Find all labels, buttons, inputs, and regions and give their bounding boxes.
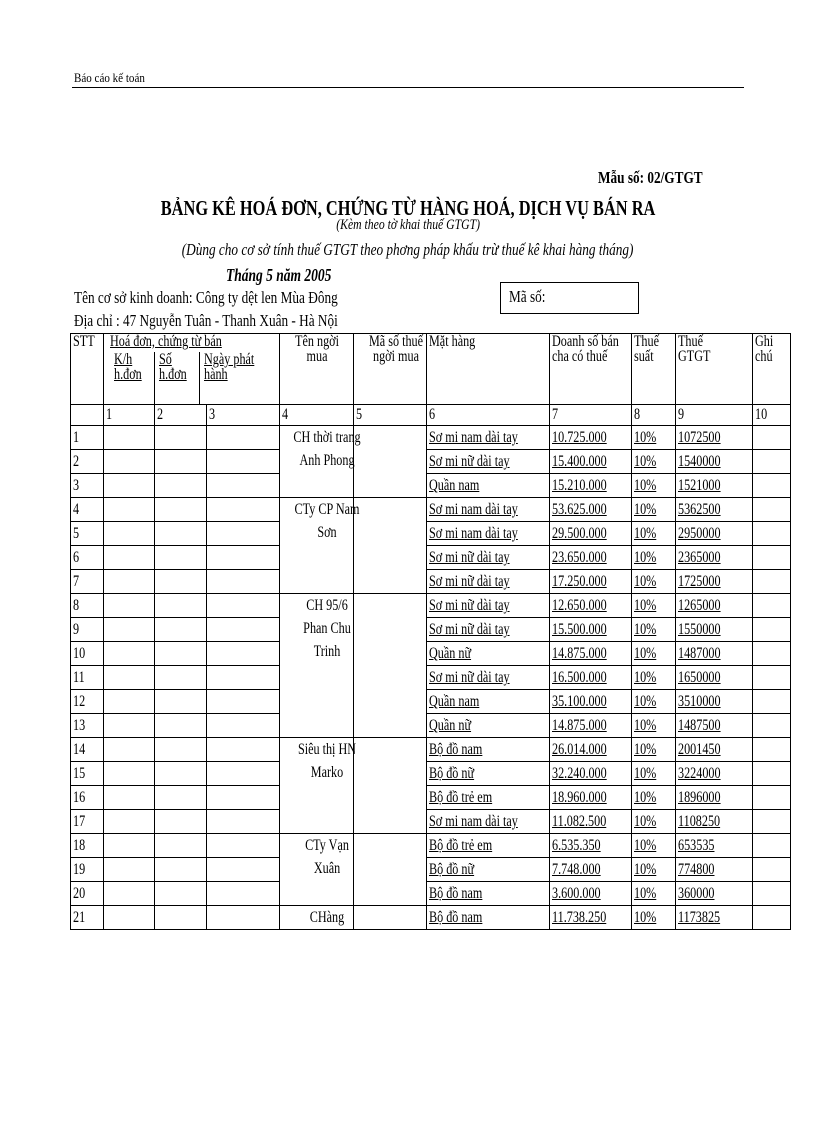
cell-stt: 4	[71, 498, 104, 522]
cell-so	[155, 666, 207, 690]
cell-note	[753, 714, 791, 738]
cell-stt: 8	[71, 594, 104, 618]
table-row	[71, 618, 791, 642]
cell-vat: 774800	[676, 858, 753, 882]
cell-kh	[104, 618, 155, 642]
table-row	[71, 666, 791, 690]
cell-note	[753, 594, 791, 618]
cell-item: Bộ đồ nữ	[427, 762, 550, 786]
cell-note	[753, 810, 791, 834]
cell-buyer-tax	[354, 426, 427, 498]
cell-note	[753, 738, 791, 762]
cell-vat: 1108250	[676, 810, 753, 834]
cell-so	[155, 738, 207, 762]
col-header-buyer-tax: Mã số thuế ngời mua	[354, 334, 427, 405]
cell-vat: 1265000	[676, 594, 753, 618]
table-header-row	[71, 334, 791, 405]
col-header-so: Số h.đơn	[155, 352, 200, 404]
cell-note	[753, 762, 791, 786]
table-row	[71, 906, 791, 930]
table-row	[71, 882, 791, 906]
cell-rate: 10%	[632, 450, 676, 474]
cell-kh	[104, 786, 155, 810]
cell-item: Sơ mi nữ dài tay	[427, 594, 550, 618]
cell-date	[207, 738, 280, 762]
cell-stt: 5	[71, 522, 104, 546]
cell-date	[207, 570, 280, 594]
cell-revenue: 14.875.000	[550, 714, 632, 738]
table-row	[71, 498, 791, 522]
cell-rate: 10%	[632, 882, 676, 906]
cell-so	[155, 834, 207, 858]
cell-buyer: CTy Vạn Xuân	[280, 834, 354, 906]
table-row	[71, 426, 791, 450]
cell-so	[155, 594, 207, 618]
invoice-group-label: Hoá đơn, chứng từ bán	[110, 333, 222, 350]
cell-revenue: 7.748.000	[550, 858, 632, 882]
cell-note	[753, 450, 791, 474]
col-header-item: Mặt hàng	[427, 334, 550, 405]
table-row	[71, 762, 791, 786]
cell-stt: 14	[71, 738, 104, 762]
table-row	[71, 474, 791, 498]
cell-buyer: Siêu thị HN Marko	[280, 738, 354, 834]
cell-rate: 10%	[632, 618, 676, 642]
cell-vat: 2950000	[676, 522, 753, 546]
cell-rate: 10%	[632, 810, 676, 834]
col-number: 4	[280, 405, 354, 426]
cell-vat: 360000	[676, 882, 753, 906]
cell-rate: 10%	[632, 834, 676, 858]
document-title-text: BẢNG KÊ HOÁ ĐƠN, CHỨNG TỪ HÀNG HOÁ, DỊCH VỤ BÁN RA	[160, 196, 656, 220]
cell-date	[207, 522, 280, 546]
cell-stt: 16	[71, 786, 104, 810]
cell-vat: 3224000	[676, 762, 753, 786]
cell-so	[155, 546, 207, 570]
cell-note	[753, 522, 791, 546]
cell-kh	[104, 594, 155, 618]
cell-stt: 2	[71, 450, 104, 474]
cell-date	[207, 546, 280, 570]
subtitle-usage-text: (Dùng cho cơ sở tính thuế GTGT theo phơng pháp khấu trừ thuế kê khai hàng tháng)	[182, 240, 634, 259]
cell-stt: 12	[71, 690, 104, 714]
cell-date	[207, 642, 280, 666]
cell-kh	[104, 690, 155, 714]
col-header-kh: K/h h.đơn	[104, 352, 155, 404]
cell-revenue: 26.014.000	[550, 738, 632, 762]
cell-revenue: 11.738.250	[550, 906, 632, 930]
cell-stt: 15	[71, 762, 104, 786]
cell-revenue: 16.500.000	[550, 666, 632, 690]
cell-note	[753, 474, 791, 498]
table-row	[71, 594, 791, 618]
cell-stt: 9	[71, 618, 104, 642]
cell-note	[753, 882, 791, 906]
cell-revenue: 35.100.000	[550, 690, 632, 714]
cell-note	[753, 690, 791, 714]
table-row	[71, 810, 791, 834]
cell-note	[753, 498, 791, 522]
cell-revenue: 12.650.000	[550, 594, 632, 618]
cell-kh	[104, 450, 155, 474]
cell-item: Sơ mi nam dài tay	[427, 522, 550, 546]
cell-so	[155, 906, 207, 930]
cell-vat: 653535	[676, 834, 753, 858]
cell-kh	[104, 810, 155, 834]
cell-revenue: 17.250.000	[550, 570, 632, 594]
cell-kh	[104, 834, 155, 858]
cell-so	[155, 810, 207, 834]
cell-vat: 1173825	[676, 906, 753, 930]
cell-so	[155, 762, 207, 786]
cell-note	[753, 786, 791, 810]
cell-revenue: 10.725.000	[550, 426, 632, 450]
cell-kh	[104, 906, 155, 930]
cell-so	[155, 450, 207, 474]
cell-item: Bộ đồ nữ	[427, 858, 550, 882]
cell-so	[155, 522, 207, 546]
cell-vat: 1540000	[676, 450, 753, 474]
cell-so	[155, 786, 207, 810]
cell-note	[753, 570, 791, 594]
cell-item: Quần nữ	[427, 714, 550, 738]
cell-item: Sơ mi nam dài tay	[427, 810, 550, 834]
cell-vat: 1650000	[676, 666, 753, 690]
cell-vat: 1550000	[676, 618, 753, 642]
table-row	[71, 690, 791, 714]
cell-date	[207, 690, 280, 714]
cell-so	[155, 882, 207, 906]
cell-buyer-tax	[354, 906, 427, 930]
cell-kh	[104, 642, 155, 666]
cell-item: Sơ mi nữ dài tay	[427, 546, 550, 570]
col-header-date: Ngày phát hành	[204, 351, 255, 383]
cell-revenue: 15.500.000	[550, 618, 632, 642]
cell-buyer-tax	[354, 498, 427, 594]
cell-revenue: 11.082.500	[550, 810, 632, 834]
cell-revenue: 29.500.000	[550, 522, 632, 546]
cell-kh	[104, 498, 155, 522]
invoice-table	[70, 333, 791, 930]
cell-vat: 2365000	[676, 546, 753, 570]
cell-kh	[104, 738, 155, 762]
cell-revenue: 6.535.350	[550, 834, 632, 858]
cell-item: Sơ mi nam dài tay	[427, 426, 550, 450]
cell-stt: 13	[71, 714, 104, 738]
cell-date	[207, 666, 280, 690]
col-number: 1	[104, 405, 155, 426]
col-header-invoice-group	[104, 334, 280, 405]
table-row	[71, 858, 791, 882]
cell-date	[207, 834, 280, 858]
cell-rate: 10%	[632, 762, 676, 786]
cell-buyer-tax	[354, 738, 427, 834]
cell-revenue: 15.210.000	[550, 474, 632, 498]
cell-kh	[104, 858, 155, 882]
col-number: 9	[676, 405, 753, 426]
cell-stt: 20	[71, 882, 104, 906]
cell-so	[155, 690, 207, 714]
tax-code-box	[500, 282, 639, 314]
cell-so	[155, 714, 207, 738]
cell-rate: 10%	[632, 906, 676, 930]
cell-so	[155, 570, 207, 594]
cell-vat: 1072500	[676, 426, 753, 450]
cell-stt: 11	[71, 666, 104, 690]
table-row	[71, 834, 791, 858]
table-row	[71, 546, 791, 570]
table-row	[71, 714, 791, 738]
cell-note	[753, 618, 791, 642]
subtitle-attachment	[0, 217, 816, 234]
report-period: Tháng 5 năm 2005	[226, 265, 332, 285]
cell-revenue: 23.650.000	[550, 546, 632, 570]
cell-vat: 1725000	[676, 570, 753, 594]
table-row	[71, 786, 791, 810]
cell-buyer: CTy CP Nam Sơn	[280, 498, 354, 594]
cell-so	[155, 498, 207, 522]
cell-date	[207, 882, 280, 906]
col-header-revenue: Doanh số bán cha có thuế	[550, 334, 632, 405]
cell-item: Quần nam	[427, 474, 550, 498]
cell-stt: 3	[71, 474, 104, 498]
col-number	[71, 405, 104, 426]
cell-rate: 10%	[632, 570, 676, 594]
cell-rate: 10%	[632, 786, 676, 810]
cell-note	[753, 546, 791, 570]
cell-rate: 10%	[632, 690, 676, 714]
cell-revenue: 32.240.000	[550, 762, 632, 786]
cell-vat: 3510000	[676, 690, 753, 714]
cell-buyer-tax	[354, 594, 427, 738]
cell-kh	[104, 426, 155, 450]
cell-date	[207, 714, 280, 738]
cell-rate: 10%	[632, 858, 676, 882]
cell-revenue: 3.600.000	[550, 882, 632, 906]
table-row	[71, 642, 791, 666]
col-number: 2	[155, 405, 207, 426]
cell-vat: 1487000	[676, 642, 753, 666]
cell-note	[753, 666, 791, 690]
cell-date	[207, 786, 280, 810]
cell-date	[207, 858, 280, 882]
cell-date	[207, 474, 280, 498]
cell-rate: 10%	[632, 666, 676, 690]
col-header-vat: Thuế GTGT	[676, 334, 753, 405]
table-row	[71, 570, 791, 594]
col-number: 8	[632, 405, 676, 426]
cell-rate: 10%	[632, 714, 676, 738]
cell-revenue: 15.400.000	[550, 450, 632, 474]
subtitle-usage	[0, 240, 816, 260]
cell-item: Sơ mi nữ dài tay	[427, 450, 550, 474]
col-number: 6	[427, 405, 550, 426]
table-row	[71, 450, 791, 474]
table-row	[71, 522, 791, 546]
invoice-rows	[71, 426, 791, 930]
tax-code-label: Mã số:	[509, 287, 546, 306]
cell-rate: 10%	[632, 546, 676, 570]
col-header-note: Ghi chú	[753, 334, 791, 405]
cell-vat: 5362500	[676, 498, 753, 522]
col-number: 10	[753, 405, 791, 426]
header-label: Báo cáo kế toán	[74, 70, 145, 85]
cell-so	[155, 642, 207, 666]
cell-date	[207, 762, 280, 786]
cell-vat: 1487500	[676, 714, 753, 738]
cell-date	[207, 426, 280, 450]
cell-kh	[104, 546, 155, 570]
col-number: 3	[207, 405, 280, 426]
col-number: 5	[354, 405, 427, 426]
cell-revenue: 18.960.000	[550, 786, 632, 810]
cell-revenue: 53.625.000	[550, 498, 632, 522]
cell-revenue: 14.875.000	[550, 642, 632, 666]
cell-vat: 1521000	[676, 474, 753, 498]
cell-so	[155, 858, 207, 882]
form-code: Mẫu số: 02/GTGT	[598, 168, 703, 187]
col-number: 7	[550, 405, 632, 426]
cell-item: Bộ đồ trẻ em	[427, 834, 550, 858]
cell-item: Bộ đồ trẻ em	[427, 786, 550, 810]
cell-kh	[104, 714, 155, 738]
cell-buyer: CHàng	[280, 906, 354, 930]
cell-date	[207, 618, 280, 642]
cell-rate: 10%	[632, 738, 676, 762]
cell-item: Bộ đồ nam	[427, 738, 550, 762]
cell-stt: 19	[71, 858, 104, 882]
cell-date	[207, 810, 280, 834]
col-header-rate: Thuế suất	[632, 334, 676, 405]
cell-vat: 2001450	[676, 738, 753, 762]
cell-stt: 18	[71, 834, 104, 858]
cell-date	[207, 906, 280, 930]
cell-stt: 17	[71, 810, 104, 834]
cell-item: Sơ mi nữ dài tay	[427, 570, 550, 594]
cell-item: Sơ mi nữ dài tay	[427, 666, 550, 690]
cell-so	[155, 474, 207, 498]
cell-item: Quần nam	[427, 690, 550, 714]
cell-rate: 10%	[632, 594, 676, 618]
cell-rate: 10%	[632, 474, 676, 498]
cell-rate: 10%	[632, 498, 676, 522]
cell-item: Sơ mi nữ dài tay	[427, 618, 550, 642]
subtitle-attachment-text: (Kèm theo tờ khai thuế GTGT)	[336, 217, 480, 233]
cell-kh	[104, 762, 155, 786]
cell-so	[155, 618, 207, 642]
cell-note	[753, 906, 791, 930]
cell-item: Quần nữ	[427, 642, 550, 666]
cell-date	[207, 450, 280, 474]
cell-buyer: CH thời trang Anh Phong	[280, 426, 354, 498]
col-header-buyer: Tên ngời mua	[280, 334, 354, 405]
cell-so	[155, 426, 207, 450]
cell-note	[753, 426, 791, 450]
company-name: Tên cơ sở kinh doanh: Công ty dệt len Mùa Đông	[74, 288, 338, 307]
cell-stt: 7	[71, 570, 104, 594]
cell-note	[753, 642, 791, 666]
cell-stt: 6	[71, 546, 104, 570]
table-row	[71, 738, 791, 762]
cell-buyer: CH 95/6 Phan Chu Trinh	[280, 594, 354, 738]
header-rule	[72, 87, 744, 88]
company-address: Địa chỉ : 47 Nguyễn Tuân - Thanh Xuân - Hà Nội	[74, 311, 338, 330]
cell-kh	[104, 522, 155, 546]
cell-item: Bộ đồ nam	[427, 906, 550, 930]
cell-item: Bộ đồ nam	[427, 882, 550, 906]
col-header-stt: STT	[71, 334, 104, 405]
cell-kh	[104, 474, 155, 498]
cell-stt: 10	[71, 642, 104, 666]
cell-kh	[104, 882, 155, 906]
cell-kh	[104, 666, 155, 690]
cell-rate: 10%	[632, 426, 676, 450]
cell-vat: 1896000	[676, 786, 753, 810]
cell-rate: 10%	[632, 522, 676, 546]
cell-stt: 21	[71, 906, 104, 930]
cell-note	[753, 858, 791, 882]
cell-item: Sơ mi nam dài tay	[427, 498, 550, 522]
column-number-row	[71, 405, 791, 426]
cell-kh	[104, 570, 155, 594]
cell-rate: 10%	[632, 642, 676, 666]
cell-date	[207, 594, 280, 618]
cell-stt: 1	[71, 426, 104, 450]
cell-note	[753, 834, 791, 858]
cell-buyer-tax	[354, 834, 427, 906]
cell-date	[207, 498, 280, 522]
